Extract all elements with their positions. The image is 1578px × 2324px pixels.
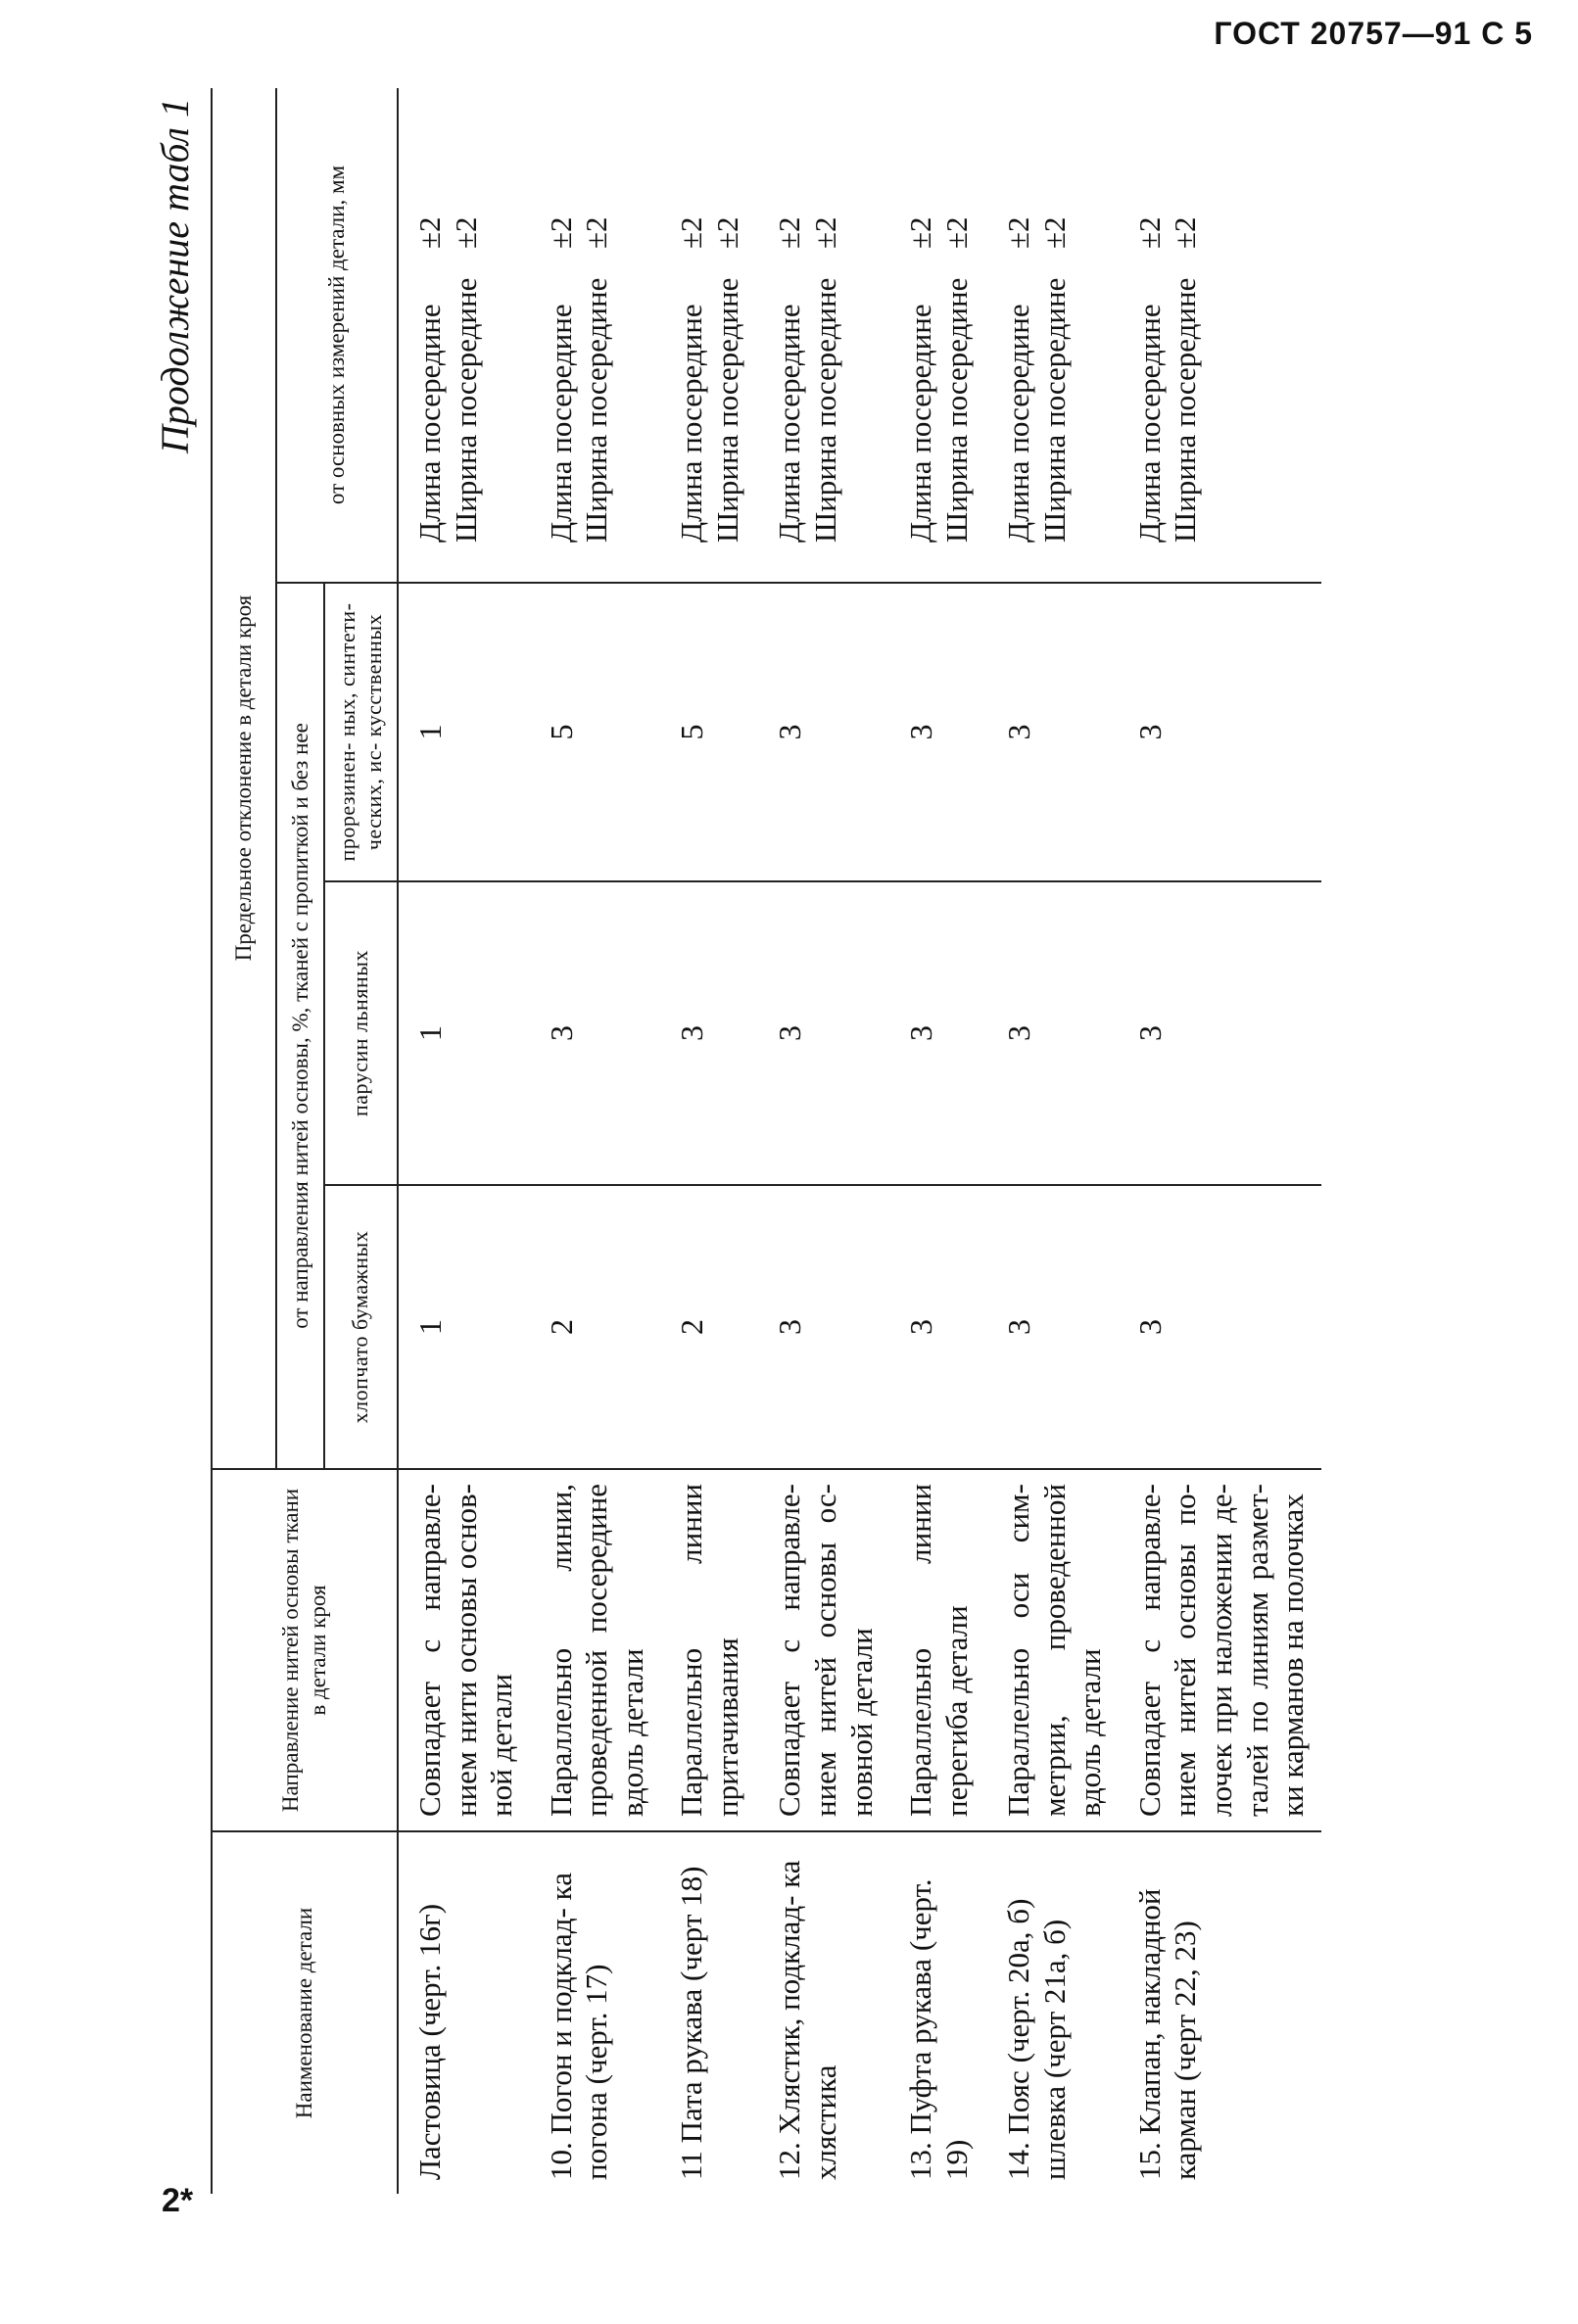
table-caption: Продолжение табл 1	[153, 98, 197, 454]
deviation-table	[211, 88, 1321, 2194]
detail-name: 11 Пата рукава (черт 18)	[660, 1831, 758, 2194]
header-measure: от основных измерений детали, мм	[276, 88, 398, 583]
table-row	[889, 88, 987, 2194]
dev-rubber: 1	[398, 583, 530, 881]
length-label: Длина посередине	[674, 304, 709, 543]
table-row	[398, 88, 530, 2194]
length-label: Длина посередине	[772, 304, 807, 543]
width-value: ±2	[710, 216, 745, 249]
dev-cotton: 1	[398, 1185, 530, 1469]
length-label: Длина посередине	[411, 304, 447, 543]
length-value: ±2	[411, 216, 447, 249]
thread-direction: Параллельно линии, проведенной посередине вдоль детали	[530, 1469, 661, 1831]
width-value: ±2	[1168, 216, 1203, 249]
dev-measure	[530, 88, 661, 583]
length-value: ±2	[1131, 216, 1167, 249]
header-rubber: прорезинен- ных, синтети- ческих, ис- кусственных	[324, 583, 398, 881]
dev-cotton: 3	[758, 1185, 889, 1469]
detail-name: 15. Клапан, накладной карман (черт 22, 23)	[1119, 1831, 1321, 2194]
dev-cotton: 3	[889, 1185, 987, 1469]
width-label: Ширина посередине	[710, 277, 745, 543]
dev-rubber: 3	[1119, 583, 1321, 881]
table-row	[530, 88, 661, 2194]
dev-cotton: 3	[987, 1185, 1119, 1469]
width-value: ±2	[448, 216, 483, 249]
width-value: ±2	[808, 216, 843, 249]
width-label: Ширина посередине	[1036, 277, 1072, 543]
width-value: ±2	[938, 216, 974, 249]
dev-linen: 3	[530, 881, 661, 1185]
page-header: ГОСТ 20757—91 С 5	[1214, 16, 1533, 51]
dev-cotton: 2	[660, 1185, 758, 1469]
width-label: Ширина посередине	[1168, 277, 1203, 543]
dev-measure	[987, 88, 1119, 583]
width-value: ±2	[1036, 216, 1072, 249]
table-row	[1119, 88, 1321, 2194]
header-direction: Направление нитей основы ткани в детали кроя	[212, 1469, 398, 1831]
length-value: ±2	[543, 216, 578, 249]
dev-linen: 3	[1119, 881, 1321, 1185]
dev-rubber: 5	[660, 583, 758, 881]
width-label: Ширина посередине	[579, 277, 614, 543]
header-from-thread: от направления нитей основы, %, тканей с пропиткой и без нее	[276, 583, 325, 1469]
length-value: ±2	[772, 216, 807, 249]
length-label: Длина посередине	[903, 304, 938, 543]
table-row	[758, 88, 889, 2194]
width-label: Ширина посередине	[448, 277, 483, 543]
header-cotton: хлопчато бумажных	[324, 1185, 398, 1469]
length-value: ±2	[1001, 216, 1036, 249]
length-label: Длина посередине	[1001, 304, 1036, 543]
length-label: Длина посередине	[1131, 304, 1167, 543]
detail-name: 10. Погон и подклад- ка погона (черт. 17)	[530, 1831, 661, 2194]
dev-measure	[758, 88, 889, 583]
length-value: ±2	[674, 216, 709, 249]
thread-direction: Совпадает с направле- нием нити основы основ- ной детали	[398, 1469, 530, 1831]
header-linen: парусин льняных	[324, 881, 398, 1185]
length-value: ±2	[903, 216, 938, 249]
width-value: ±2	[579, 216, 614, 249]
detail-name: 12. Хлястик, подклад- ка хлястика	[758, 1831, 889, 2194]
detail-name: 13. Пуфта рукава (черт. 19)	[889, 1831, 987, 2194]
dev-linen: 3	[660, 881, 758, 1185]
dev-linen: 1	[398, 881, 530, 1185]
header-deviation: Предельное отклонение в детали кроя	[212, 88, 276, 1469]
dev-linen: 3	[987, 881, 1119, 1185]
header-name: Наименование детали	[212, 1831, 398, 2194]
dev-rubber: 3	[758, 583, 889, 881]
table-row	[987, 88, 1119, 2194]
dev-rubber: 5	[530, 583, 661, 881]
thread-direction: Параллельно линии перегиба детали	[889, 1469, 987, 1831]
dev-rubber: 3	[889, 583, 987, 881]
length-label: Длина посередине	[543, 304, 578, 543]
table-row	[660, 88, 758, 2194]
page-marker: 2*	[162, 2182, 194, 2219]
rotated-table-block	[152, 88, 1533, 2194]
dev-linen: 3	[889, 881, 987, 1185]
dev-measure	[398, 88, 530, 583]
dev-linen: 3	[758, 881, 889, 1185]
thread-direction: Параллельно линии притачивания	[660, 1469, 758, 1831]
dev-cotton: 2	[530, 1185, 661, 1469]
dev-rubber: 3	[987, 583, 1119, 881]
thread-direction: Совпадает с направле- нием нитей основы ос- новной детали	[758, 1469, 889, 1831]
dev-measure	[889, 88, 987, 583]
width-label: Ширина посередине	[808, 277, 843, 543]
thread-direction: Параллельно оси сим- метрии, проведенной вдоль детали	[987, 1469, 1119, 1831]
thread-direction: Совпадает с направле- нием нитей основы по- лочек при наложении де- талей по линиям размет- ки карманов на полочках	[1119, 1469, 1321, 1831]
dev-cotton: 3	[1119, 1185, 1321, 1469]
width-label: Ширина посередине	[938, 277, 974, 543]
detail-name: Ластовица (черт. 16г)	[398, 1831, 530, 2194]
detail-name: 14. Пояс (черт. 20а, б) шлевка (черт 21а, б)	[987, 1831, 1119, 2194]
dev-measure	[1119, 88, 1321, 583]
dev-measure	[660, 88, 758, 583]
